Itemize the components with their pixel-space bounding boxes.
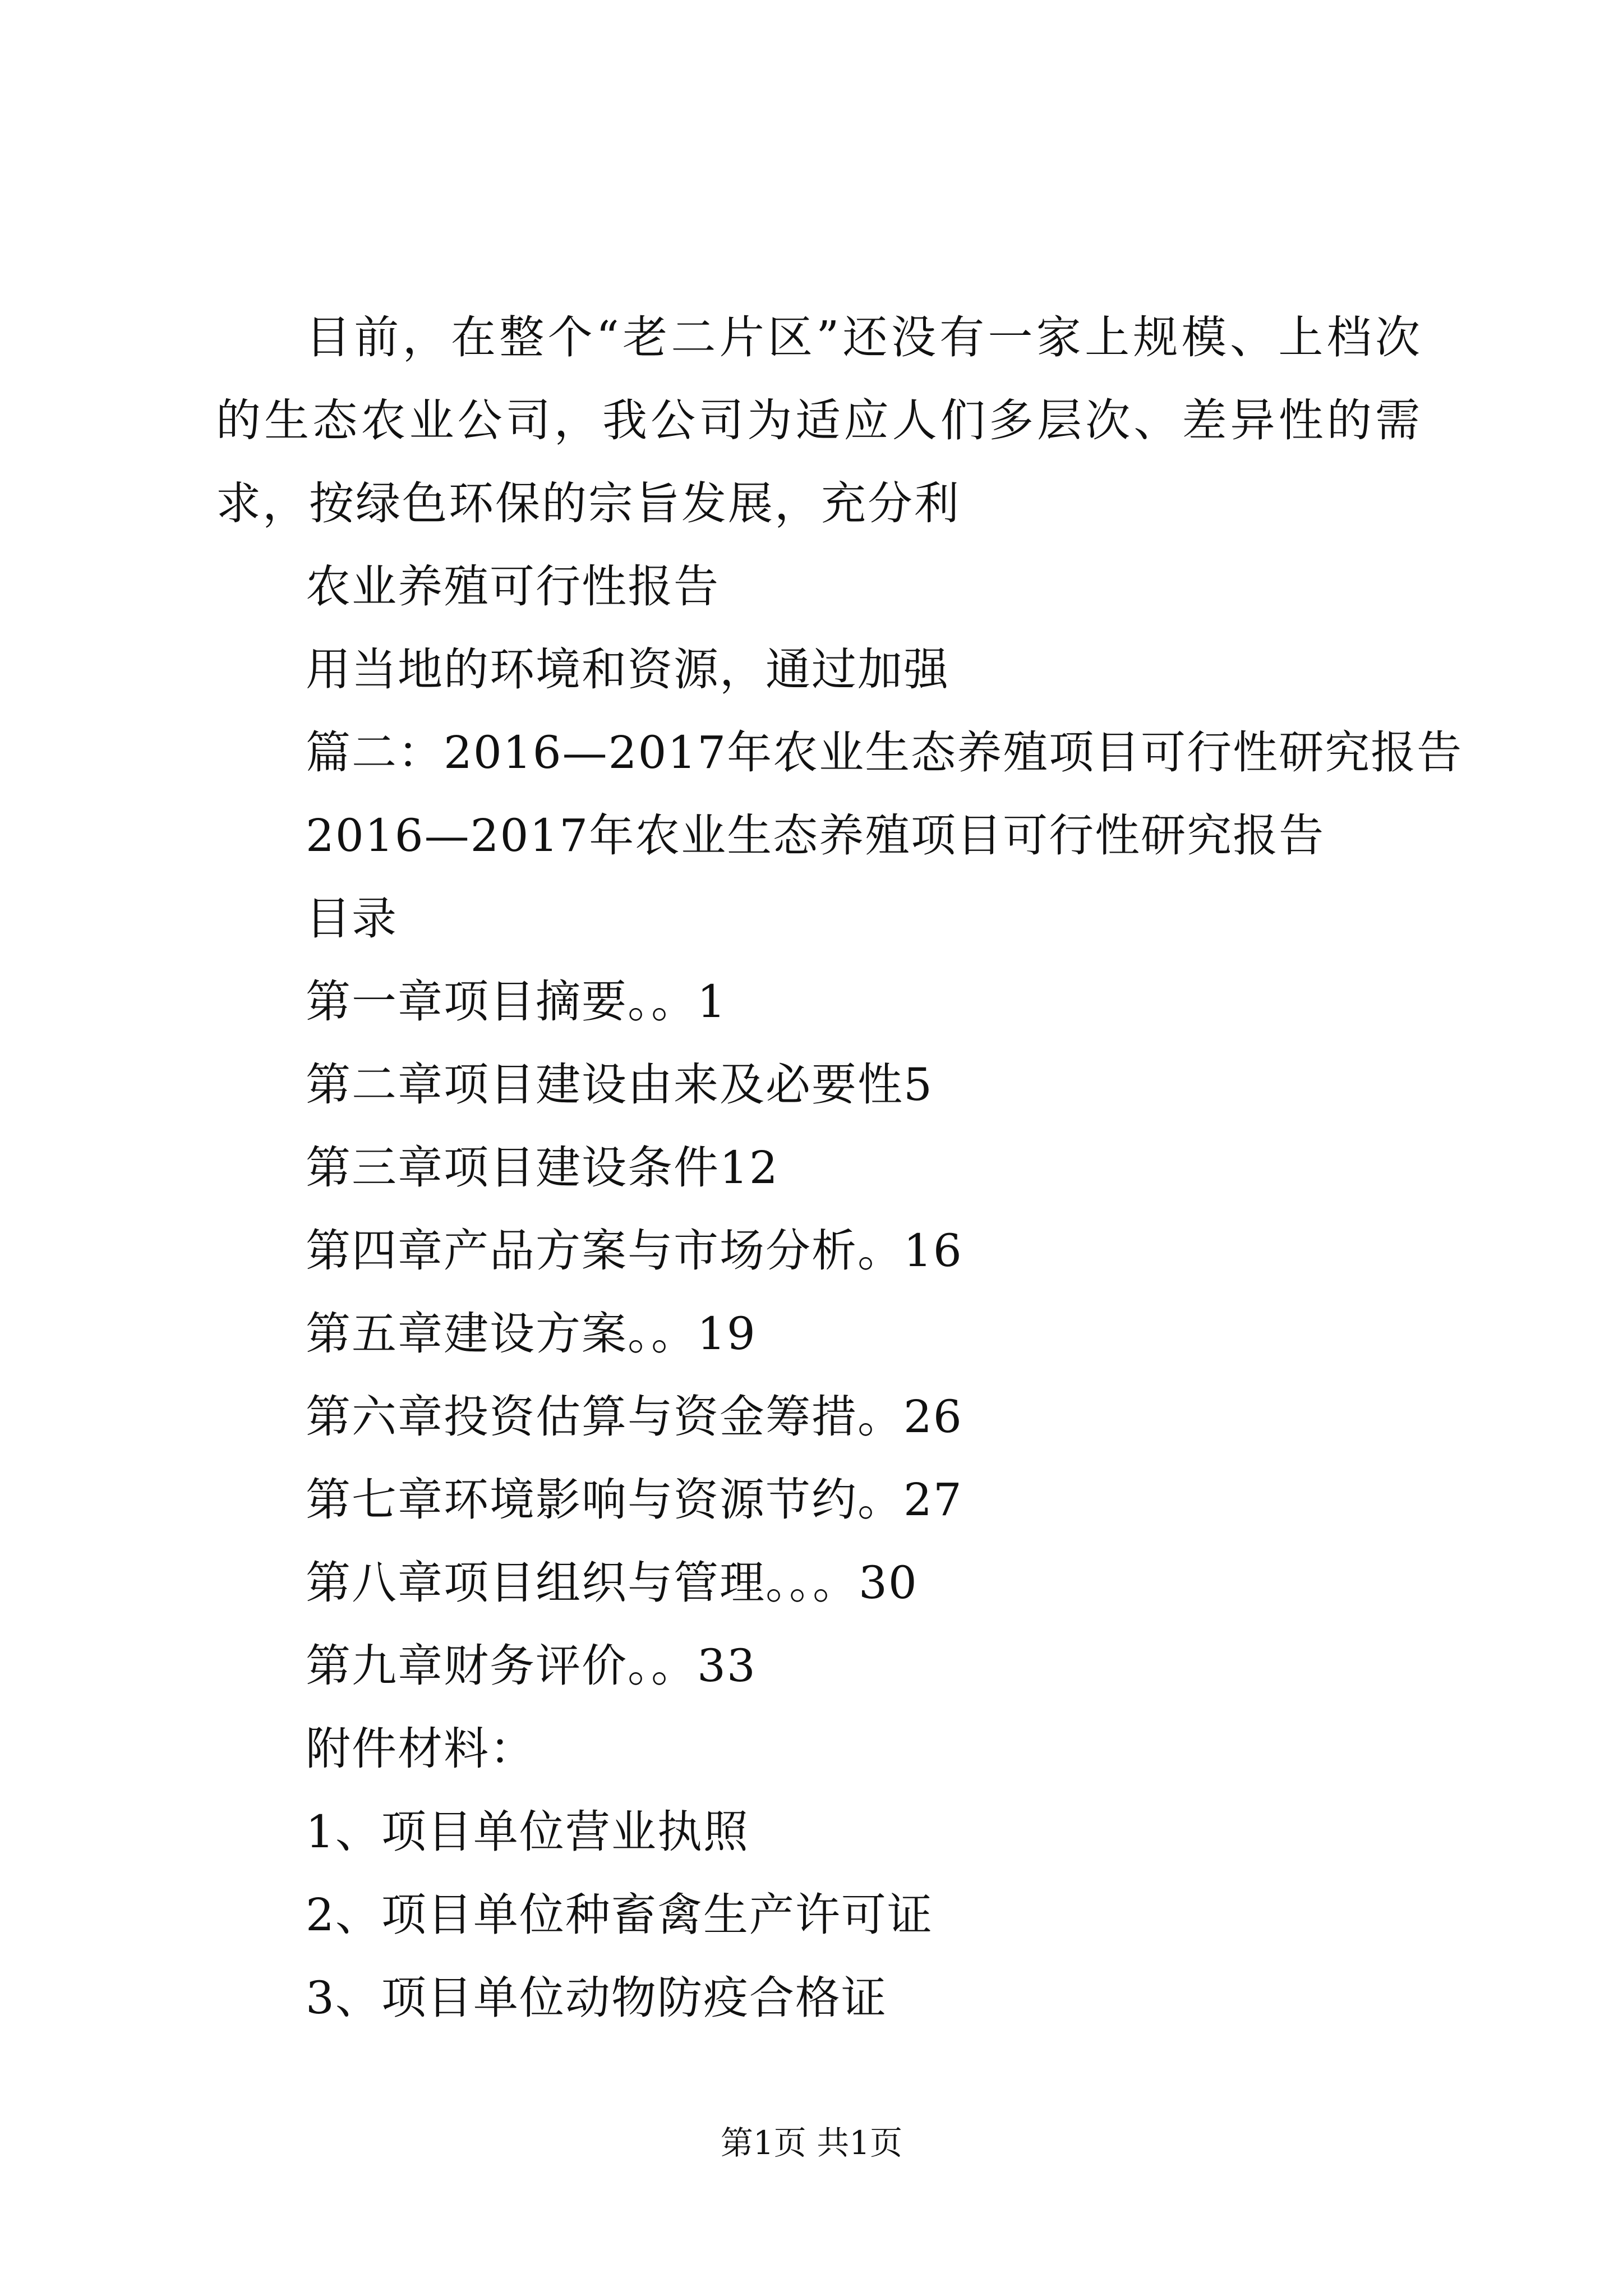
toc-item-chapter-5: 第五章建设方案。。19 (306, 1308, 757, 1360)
toc-item-chapter-7: 第七章环境影响与资源节约。27 (306, 1474, 963, 1526)
toc-item-chapter-2: 第二章项目建设由来及必要性5 (306, 1059, 933, 1111)
intro-paragraph: 目前，在整个“老二片区”还没有一家上规模、上档次的生态农业公司，我公司为适应人们多层次、差异性的需求，按绿色环保的宗旨发展，充分利 (216, 311, 1422, 530)
toc-item-chapter-8: 第八章项目组织与管理。。。30 (306, 1557, 918, 1609)
toc-item-chapter-4: 第四章产品方案与市场分析。16 (306, 1225, 963, 1277)
section-heading: 篇二：2016—2017年农业生态养殖项目可行性研究报告 (306, 726, 1463, 779)
document-body (216, 296, 1463, 2040)
page-number-label: 第1页 共1页 (720, 2124, 903, 2162)
attachment-item-1: 1、项目单位营业执照 (306, 1806, 749, 1858)
attachments-heading: 附件材料： (306, 1723, 536, 1775)
toc-item-chapter-9: 第九章财务评价。。33 (306, 1640, 757, 1692)
doc-title-line: 农业养殖可行性报告 (306, 560, 720, 613)
text-line: 用当地的环境和资源，通过加强 (306, 643, 949, 696)
page-footer (0, 2120, 1623, 2165)
toc-item-chapter-3: 第三章项目建设条件12 (306, 1142, 779, 1194)
toc-item-chapter-6: 第六章投资估算与资金筹措。26 (306, 1391, 963, 1443)
toc-heading: 目录 (306, 892, 398, 945)
attachment-item-2: 2、项目单位种畜禽生产许可证 (306, 1889, 933, 1941)
report-title: 2016—2017年农业生态养殖项目可行性研究报告 (306, 809, 1325, 862)
attachment-item-3: 3、项目单位动物防疫合格证 (306, 1972, 887, 2024)
toc-item-chapter-1: 第一章项目摘要。。1 (306, 976, 727, 1028)
